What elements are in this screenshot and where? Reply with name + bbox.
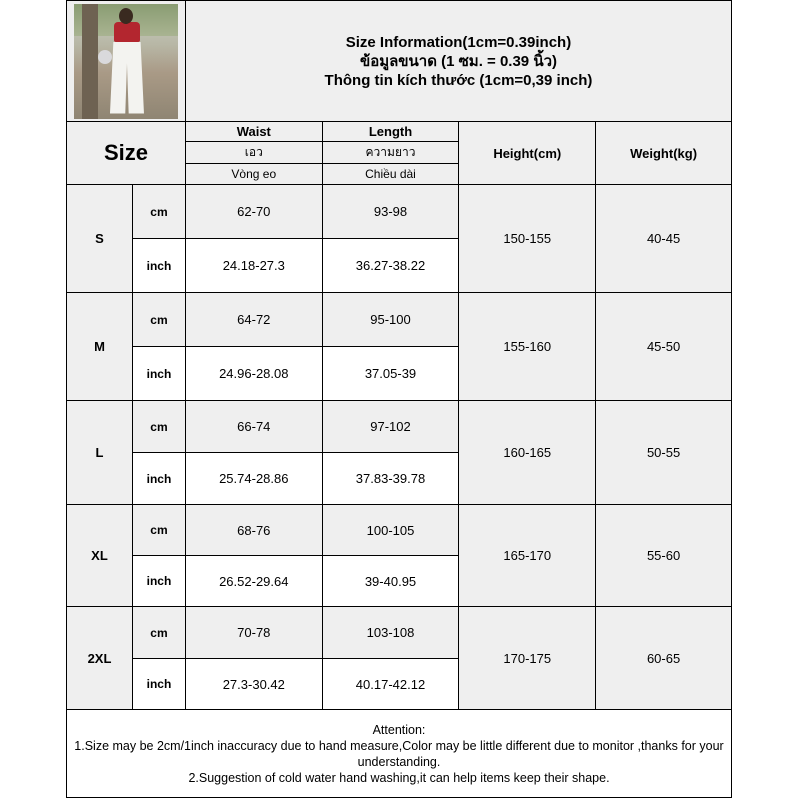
unit-cm: cm bbox=[132, 401, 185, 453]
length-header-th: ความยาว bbox=[322, 142, 459, 164]
attention-note bbox=[67, 710, 732, 798]
size-label: L bbox=[67, 401, 133, 505]
waist-cm: 64-72 bbox=[185, 293, 322, 347]
height-value: 160-165 bbox=[459, 401, 596, 505]
unit-inch: inch bbox=[132, 347, 185, 401]
unit-inch: inch bbox=[132, 556, 185, 607]
length-header-vi: Chiều dài bbox=[322, 164, 459, 185]
unit-cm: cm bbox=[132, 293, 185, 347]
unit-inch: inch bbox=[132, 453, 185, 505]
unit-cm: cm bbox=[132, 607, 185, 659]
waist-inch: 25.74-28.86 bbox=[185, 453, 322, 505]
waist-cm: 66-74 bbox=[185, 401, 322, 453]
waist-header-th: เอว bbox=[185, 142, 322, 164]
unit-inch: inch bbox=[132, 239, 185, 293]
title-vietnamese: Thông tin kích thước (1cm=0,39 inch) bbox=[324, 71, 593, 89]
title-english: Size Information(1cm=0.39inch) bbox=[345, 33, 572, 51]
length-inch: 37.05-39 bbox=[322, 347, 459, 401]
weight-value: 55-60 bbox=[596, 505, 732, 607]
unit-cm: cm bbox=[132, 505, 185, 556]
height-header: Height(cm) bbox=[459, 122, 596, 185]
product-photo-cell bbox=[67, 1, 186, 122]
size-table bbox=[66, 0, 732, 798]
weight-value: 40-45 bbox=[596, 185, 732, 293]
unit-inch: inch bbox=[132, 659, 185, 710]
waist-cm: 70-78 bbox=[185, 607, 322, 659]
attention-line2: 2.Suggestion of cold water hand washing,it can help items keep their shape. bbox=[188, 770, 610, 785]
size-label: M bbox=[67, 293, 133, 401]
weight-value: 45-50 bbox=[596, 293, 732, 401]
title-thai: ข้อมูลขนาด (1 ซม. = 0.39 นิ้ว) bbox=[359, 52, 557, 70]
waist-inch: 24.96-28.08 bbox=[185, 347, 322, 401]
waist-header-en: Waist bbox=[185, 122, 322, 142]
size-label: 2XL bbox=[67, 607, 133, 710]
waist-inch: 27.3-30.42 bbox=[185, 659, 322, 710]
table-row bbox=[67, 185, 732, 239]
height-value: 165-170 bbox=[459, 505, 596, 607]
size-label: XL bbox=[67, 505, 133, 607]
attention-line1: 1.Size may be 2cm/1inch inaccuracy due to hand measure,Color may be little different due to monitor ,thanks for your understanding. bbox=[74, 738, 724, 769]
length-inch: 39-40.95 bbox=[322, 556, 459, 607]
size-chart bbox=[66, 0, 732, 799]
waist-header-vi: Vòng eo bbox=[185, 164, 322, 185]
size-info-title bbox=[185, 1, 731, 122]
unit-cm: cm bbox=[132, 185, 185, 239]
weight-value: 50-55 bbox=[596, 401, 732, 505]
size-label: S bbox=[67, 185, 133, 293]
size-header: Size bbox=[67, 122, 186, 185]
length-cm: 100-105 bbox=[322, 505, 459, 556]
table-row bbox=[67, 293, 732, 347]
height-value: 150-155 bbox=[459, 185, 596, 293]
length-header-en: Length bbox=[322, 122, 459, 142]
length-inch: 36.27-38.22 bbox=[322, 239, 459, 293]
length-cm: 97-102 bbox=[322, 401, 459, 453]
table-row bbox=[67, 401, 732, 453]
attention-title: Attention: bbox=[372, 722, 426, 737]
table-row bbox=[67, 505, 732, 556]
length-inch: 37.83-39.78 bbox=[322, 453, 459, 505]
length-cm: 93-98 bbox=[322, 185, 459, 239]
height-value: 155-160 bbox=[459, 293, 596, 401]
product-photo bbox=[74, 4, 178, 119]
waist-inch: 24.18-27.3 bbox=[185, 239, 322, 293]
weight-value: 60-65 bbox=[596, 607, 732, 710]
length-cm: 103-108 bbox=[322, 607, 459, 659]
weight-header: Weight(kg) bbox=[596, 122, 732, 185]
table-row bbox=[67, 607, 732, 659]
waist-inch: 26.52-29.64 bbox=[185, 556, 322, 607]
height-value: 170-175 bbox=[459, 607, 596, 710]
waist-cm: 68-76 bbox=[185, 505, 322, 556]
length-cm: 95-100 bbox=[322, 293, 459, 347]
waist-cm: 62-70 bbox=[185, 185, 322, 239]
length-inch: 40.17-42.12 bbox=[322, 659, 459, 710]
